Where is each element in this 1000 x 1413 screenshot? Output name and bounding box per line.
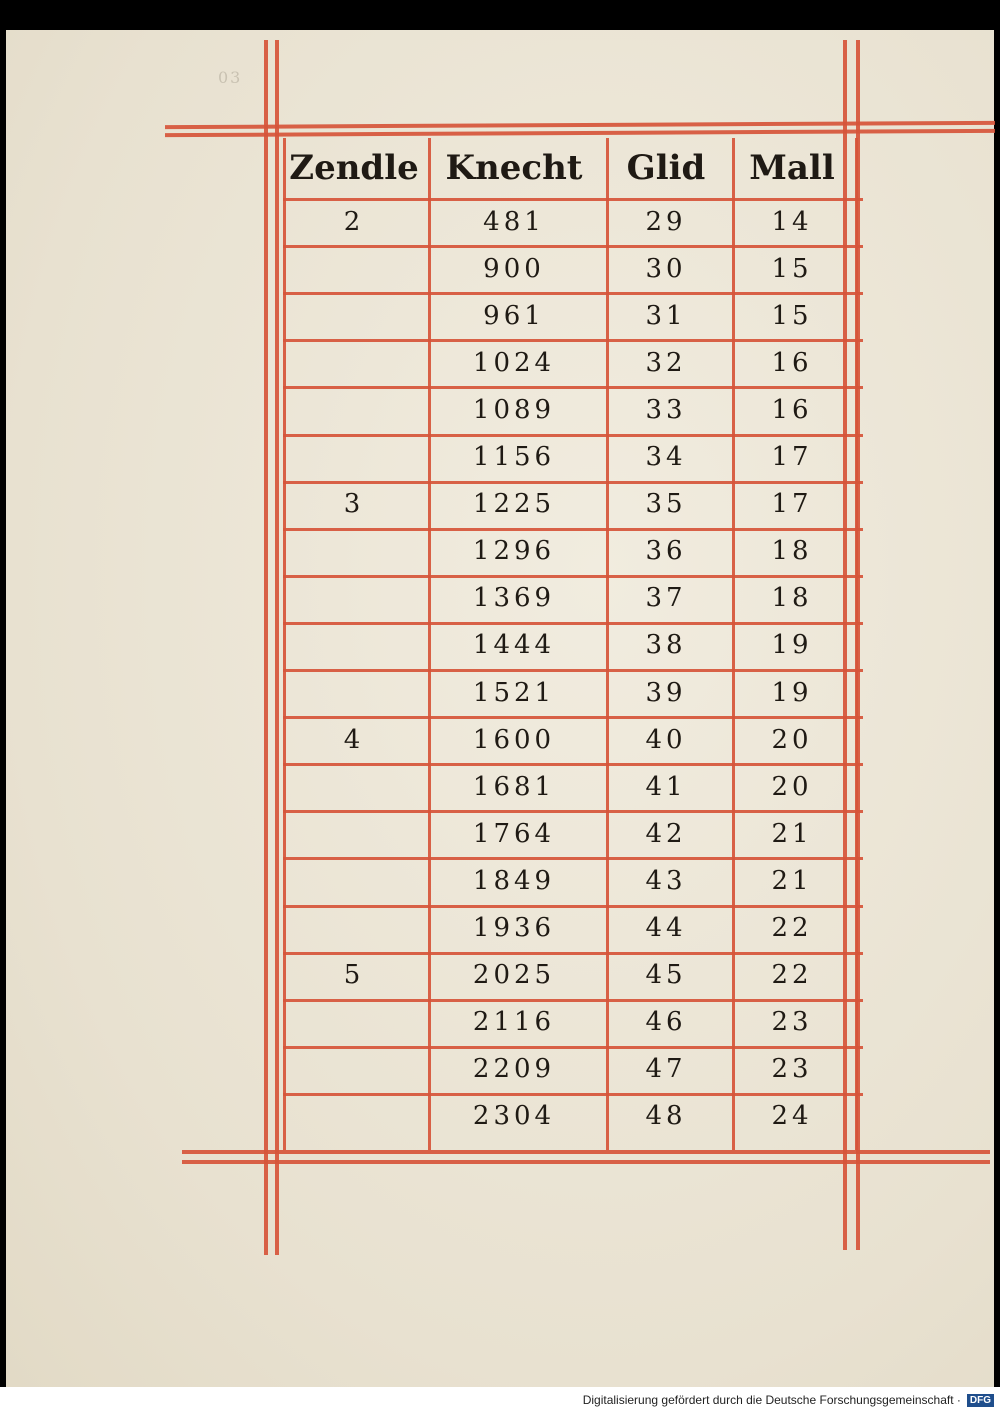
table-cell: 20 — [771, 771, 813, 802]
table-cell: 35 — [645, 489, 687, 520]
table-cell: 4 — [343, 724, 365, 755]
table-cell: 37 — [645, 583, 687, 614]
table-cell — [283, 905, 425, 952]
table-cell: 43 — [645, 865, 687, 896]
table-cell: 2304 — [472, 1101, 556, 1132]
table-cell: 1225 — [472, 489, 556, 520]
table-cell: 1681 — [472, 771, 556, 802]
dfg-logo: DFG — [967, 1394, 994, 1407]
table-cell: 42 — [645, 818, 687, 849]
column-header: Glid — [626, 148, 706, 188]
table-cell: 19 — [771, 630, 813, 661]
table-cell: 20 — [771, 724, 813, 755]
table-cell: 15 — [771, 300, 813, 331]
table-cell: 22 — [771, 960, 813, 991]
table-cell: 30 — [645, 253, 687, 284]
table-cell — [283, 292, 425, 339]
table-cell — [283, 999, 425, 1046]
table-cell: 18 — [771, 536, 813, 567]
table-cell: 481 — [483, 206, 545, 237]
table-cell: 3 — [343, 489, 365, 520]
table-cell: 16 — [771, 347, 813, 378]
table-cell: 19 — [771, 677, 813, 708]
frame-rule-left — [275, 40, 279, 1255]
table-cell: 18 — [771, 583, 813, 614]
table-cell: 17 — [771, 442, 813, 473]
table-cell: 40 — [645, 724, 687, 755]
column-header: Knecht — [445, 148, 583, 188]
table-cell: 21 — [771, 865, 813, 896]
table-cell: 24 — [771, 1101, 813, 1132]
table-cell: 17 — [771, 489, 813, 520]
table-cell: 32 — [645, 347, 687, 378]
table-cell: 2209 — [472, 1054, 556, 1085]
table-cell: 41 — [645, 771, 687, 802]
table-cell — [283, 763, 425, 810]
table-cell: 23 — [771, 1054, 813, 1085]
table-cell — [283, 810, 425, 857]
table-cell: 38 — [645, 630, 687, 661]
table-cell: 1444 — [472, 630, 556, 661]
table-cell: 14 — [771, 206, 813, 237]
table-cell: 47 — [645, 1054, 687, 1085]
table-cell: 1156 — [472, 442, 556, 473]
table-cell — [283, 1046, 425, 1093]
table-cell — [283, 434, 425, 481]
table-cell: 34 — [645, 442, 687, 473]
table-cell — [283, 622, 425, 669]
table-cell: 1764 — [472, 818, 556, 849]
table-cell: 1369 — [472, 583, 556, 614]
table-cell: 900 — [483, 253, 545, 284]
table-cell: 39 — [645, 677, 687, 708]
footer-credit: Digitalisierung gefördert durch die Deutsche Forschungsgemeinschaft · — [582, 1393, 961, 1407]
table-cell: 961 — [483, 300, 545, 331]
table-cell: 23 — [771, 1007, 813, 1038]
table-cell: 1936 — [472, 913, 556, 944]
table-cell — [283, 669, 425, 716]
table-cell: 33 — [645, 394, 687, 425]
table-cell — [283, 339, 425, 386]
table-cell: 1849 — [472, 865, 556, 896]
frame-rule-bottom — [182, 1150, 990, 1154]
table-cell: 16 — [771, 394, 813, 425]
table-cell: 46 — [645, 1007, 687, 1038]
table-cell: 2116 — [472, 1007, 556, 1038]
table-cell: 44 — [645, 913, 687, 944]
table-cell — [283, 528, 425, 575]
table-cell: 1521 — [472, 677, 556, 708]
table-cell: 5 — [343, 960, 365, 991]
table-cell — [283, 386, 425, 433]
table-cell: 1024 — [472, 347, 556, 378]
column-header: Zendle — [289, 148, 419, 188]
table-cell — [283, 1093, 425, 1140]
table-cell: 45 — [645, 960, 687, 991]
table-cell: 48 — [645, 1101, 687, 1132]
table-cell — [283, 575, 425, 622]
table-cell: 15 — [771, 253, 813, 284]
table-cell — [283, 857, 425, 904]
column-header: Mall — [749, 148, 835, 188]
table-cell — [283, 245, 425, 292]
table-cell: 29 — [645, 206, 687, 237]
footer-bar — [0, 1387, 1000, 1413]
table-cell: 21 — [771, 818, 813, 849]
table-cell: 2 — [343, 206, 365, 237]
table-cell: 1600 — [472, 724, 556, 755]
table-cell: 1089 — [472, 394, 556, 425]
table-cell: 22 — [771, 913, 813, 944]
table-cell: 2025 — [472, 960, 556, 991]
table-cell: 31 — [645, 300, 687, 331]
frame-rule-left — [264, 40, 268, 1255]
table-cell: 36 — [645, 536, 687, 567]
table-cell: 1296 — [472, 536, 556, 567]
frame-rule-bottom — [182, 1160, 990, 1164]
folio-number: 03 — [218, 68, 243, 87]
